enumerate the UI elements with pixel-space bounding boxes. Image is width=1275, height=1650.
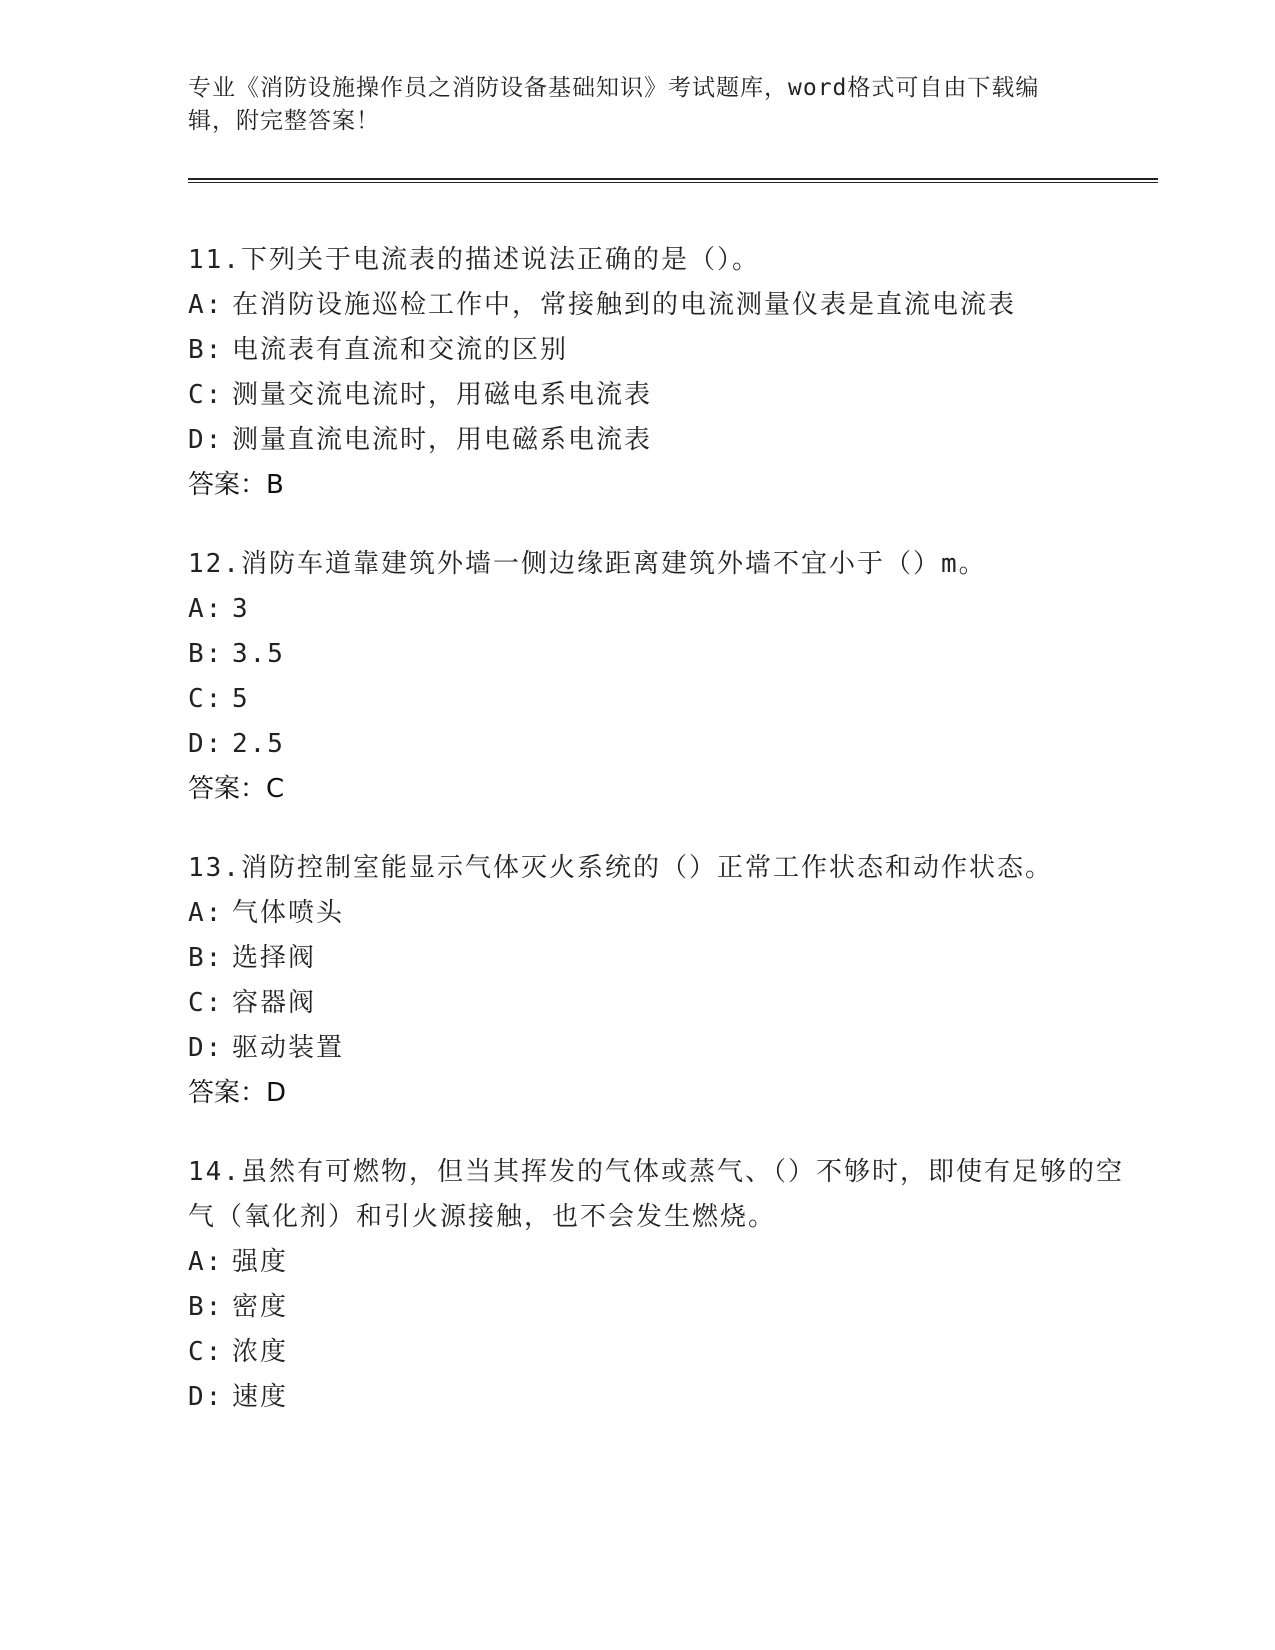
option-key: C: [188, 684, 224, 714]
option-key: D: [188, 1382, 224, 1412]
option-key: D: [188, 1033, 224, 1063]
option-key: D: [188, 425, 224, 455]
question-stem: 14.虽然有可燃物，但当其挥发的气体或蒸气、（）不够时，即使有足够的空气（氧化剂）和引火源接触，也不会发生燃烧。 [188, 1157, 1124, 1232]
question-stem: 11.下列关于电流表的描述说法正确的是（）。 [188, 245, 760, 275]
option-c [188, 981, 1148, 1026]
option-text: 3.5 [232, 639, 285, 669]
option-a [188, 891, 1148, 936]
answer-label: 答案：C [188, 774, 285, 804]
option-a [188, 587, 1148, 632]
header-divider [188, 178, 1158, 183]
option-text: 电流表有直流和交流的区别 [232, 335, 569, 365]
option-c [188, 1330, 1148, 1375]
answer-label: 答案：B [188, 470, 284, 500]
option-b [188, 936, 1148, 981]
option-text: 容器阀 [232, 988, 317, 1018]
option-key: A: [188, 1247, 224, 1277]
question-12 [188, 542, 1148, 812]
option-key: C: [188, 1337, 224, 1367]
option-key: A: [188, 898, 224, 928]
option-key: C: [188, 988, 224, 1018]
option-b [188, 1285, 1148, 1330]
option-key: C: [188, 380, 224, 410]
question-14 [188, 1150, 1148, 1420]
question-13 [188, 846, 1148, 1116]
question-list [188, 238, 1148, 1454]
option-d [188, 418, 1148, 463]
option-text: 在消防设施巡检工作中，常接触到的电流测量仪表是直流电流表 [232, 290, 1017, 320]
option-text: 测量交流电流时，用磁电系电流表 [232, 380, 653, 410]
option-text: 驱动装置 [232, 1033, 345, 1063]
option-c [188, 373, 1148, 418]
option-text: 2.5 [232, 729, 285, 759]
option-key: D: [188, 729, 224, 759]
option-text: 选择阀 [232, 943, 317, 973]
document-header: 专业《消防设施操作员之消防设备基础知识》考试题库，word格式可自由下载编辑，附完整答案！ [188, 75, 1040, 134]
option-key: B: [188, 639, 224, 669]
option-text: 浓度 [232, 1337, 289, 1367]
option-a [188, 1240, 1148, 1285]
option-key: B: [188, 1292, 224, 1322]
option-a [188, 283, 1148, 328]
answer-label: 答案：D [188, 1078, 287, 1108]
question-stem: 12.消防车道靠建筑外墙一侧边缘距离建筑外墙不宜小于（）m。 [188, 549, 987, 579]
option-d [188, 722, 1148, 767]
option-key: A: [188, 290, 224, 320]
option-c [188, 677, 1148, 722]
option-text: 测量直流电流时，用电磁系电流表 [232, 425, 653, 455]
option-d [188, 1375, 1148, 1420]
option-b [188, 328, 1148, 373]
option-text: 强度 [232, 1247, 289, 1277]
option-text: 密度 [232, 1292, 289, 1322]
option-key: B: [188, 335, 224, 365]
option-key: B: [188, 943, 224, 973]
option-key: A: [188, 594, 224, 624]
option-b [188, 632, 1148, 677]
question-stem: 13.消防控制室能显示气体灭火系统的（）正常工作状态和动作状态。 [188, 853, 1053, 883]
option-text: 3 [232, 594, 250, 624]
option-d [188, 1026, 1148, 1071]
option-text: 速度 [232, 1382, 289, 1412]
question-11 [188, 238, 1148, 508]
option-text: 气体喷头 [232, 898, 345, 928]
option-text: 5 [232, 684, 250, 714]
